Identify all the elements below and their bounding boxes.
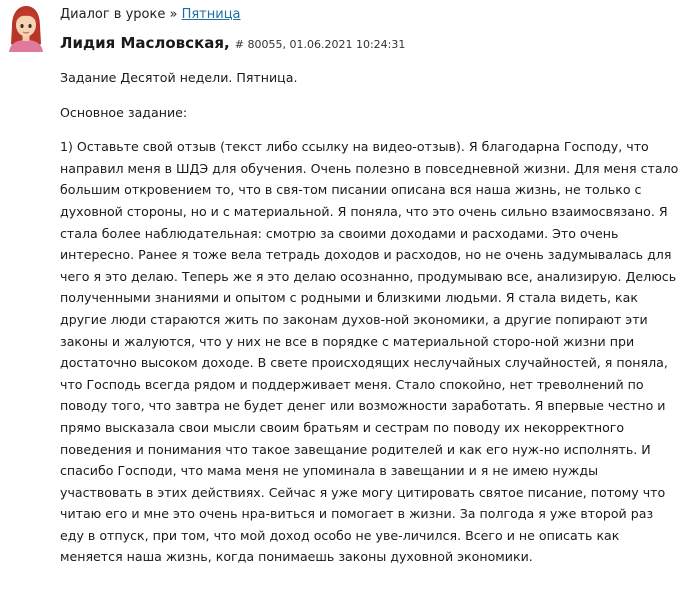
breadcrumb <box>60 6 680 24</box>
message-header <box>60 33 680 55</box>
author-name: Лидия Масловская, <box>60 34 230 52</box>
avatar <box>7 4 45 52</box>
message-heading: Задание Десятой недели. Пятница. <box>60 70 298 85</box>
message-body <box>60 67 680 568</box>
breadcrumb-prefix: Диалог в уроке » <box>60 7 178 22</box>
message-text: 1) Оставьте свой отзыв (текст либо ссылку на видео-отзыв). Я благодарна Господу, что направил меня в ШДЭ для обучения. Очень полезно в повседневной жизни. Для меня стало большим откровением то, что в свя-том писании описана вся наша жизнь, не только с духовной стороны, но и с материальной. Я поняла, что это очень сильно взаимосвязано. Я стала более наблюдательная: смотрю за своими доходами и расходами. Это очень интересно. Ранее я тоже вела тетрадь доходов и расходов, но не очень задумывалась для чего я это делаю. Теперь же я это делаю осознанно, продумываю все, анализирую. Делюсь полученными знаниями и опытом с родными и близкими людьми. Я стала видеть, как другие люди стараются жить по законам духов-ной экономики, а другие попирают эти законы и жалуются, что у них не все в порядке с материальной сторо-ной жизни при достаточно высоком доходе. В свете происходящих неслучайных случайностей, я поняла, что Господь всегда рядом и поддерживает меня. Стало спокойно, нет треволнений по поводу того, что завтра не будет денег или возможности заработать. Я впервые честно и прямо высказала свои мысли своим братьям и сестрам по поводу их некорректного поведения и понимания что такое завещание родителей и как его нуж-но исполнять. И спасибо Господи, что мама меня не упоминала в завещании и я не имею нужды участвовать в этих действиях. Сейчас я уже могу цитировать святое писание, потому что читаю его и мне это очень нра-виться и помогает в жизни. За полгода я уже второй раз еду в отпуск, при том, что мой доход особо не уве-личился. Всего и не описать как меняется наша жизнь, когда понимаешь законы духовной экономики. <box>60 139 679 565</box>
message-meta: # 80055, 01.06.2021 10:24:31 <box>234 38 406 51</box>
message-section: Основное задание: <box>60 104 188 120</box>
message <box>60 6 680 568</box>
breadcrumb-lesson-link[interactable]: Пятница <box>181 7 241 22</box>
female-avatar-icon <box>7 4 45 52</box>
